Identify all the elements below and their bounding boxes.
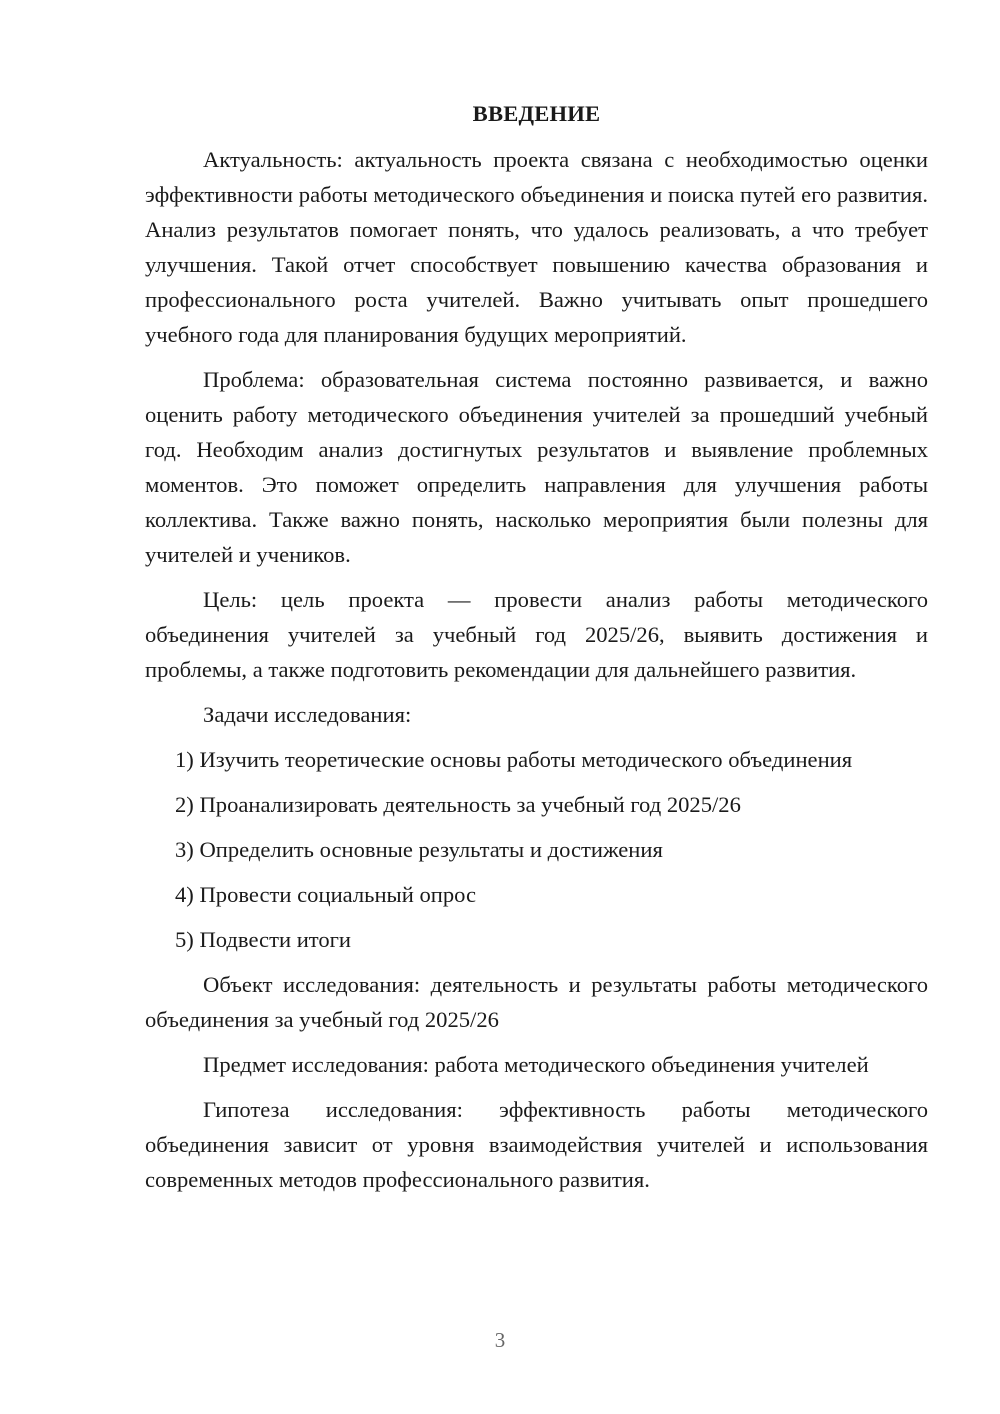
problem-paragraph: Проблема: образовательная система постоянно развивается, и важно оценить работу методического объединения учителей за прошедший учебный год. Необходим анализ достигнутых результатов и выявление проблемных моментов. Это поможет определить направления для улучшения работы коллектива. Также важно понять, насколько мероприятия были полезны для учителей и учеников.	[145, 367, 928, 567]
page-number: 3	[494, 1328, 506, 1352]
tasks-list	[145, 742, 928, 957]
tasks-heading: Задачи исследования:	[203, 702, 412, 727]
subject-paragraph: Предмет исследования: работа методического объединения учителей	[203, 1052, 869, 1077]
task-item: 2) Проанализировать деятельность за учебный год 2025/26	[175, 792, 741, 817]
document-page	[145, 96, 928, 1207]
section-title: ВВЕДЕНИЕ	[472, 101, 601, 126]
task-item: 1) Изучить теоретические основы работы методического объединения	[175, 747, 853, 772]
goal-paragraph: Цель: цель проекта — провести анализ работы методического объединения учителей за учебный год 2025/26, выявить достижения и проблемы, а также подготовить рекомендации для дальнейшего развития.	[145, 587, 928, 682]
task-item: 5) Подвести итоги	[175, 927, 352, 952]
relevance-paragraph: Актуальность: актуальность проекта связана с необходимостью оценки эффективности работы методического объединения и поиска путей его развития. Анализ результатов помогает понять, что удалось реализовать, а что требует улучшения. Такой отчет способствует повышению качества образования и профессионального роста учителей. Важно учитывать опыт прошедшего учебного года для планирования будущих мероприятий.	[145, 147, 928, 347]
object-paragraph: Объект исследования: деятельность и результаты работы методического объединения за учебный год 2025/26	[145, 972, 928, 1032]
hypothesis-paragraph: Гипотеза исследования: эффективность работы методического объединения зависит от уровня взаимодействия учителей и использования современных методов профессионального развития.	[145, 1097, 928, 1192]
task-item: 4) Провести социальный опрос	[175, 882, 477, 907]
task-item: 3) Определить основные результаты и достижения	[175, 837, 663, 862]
